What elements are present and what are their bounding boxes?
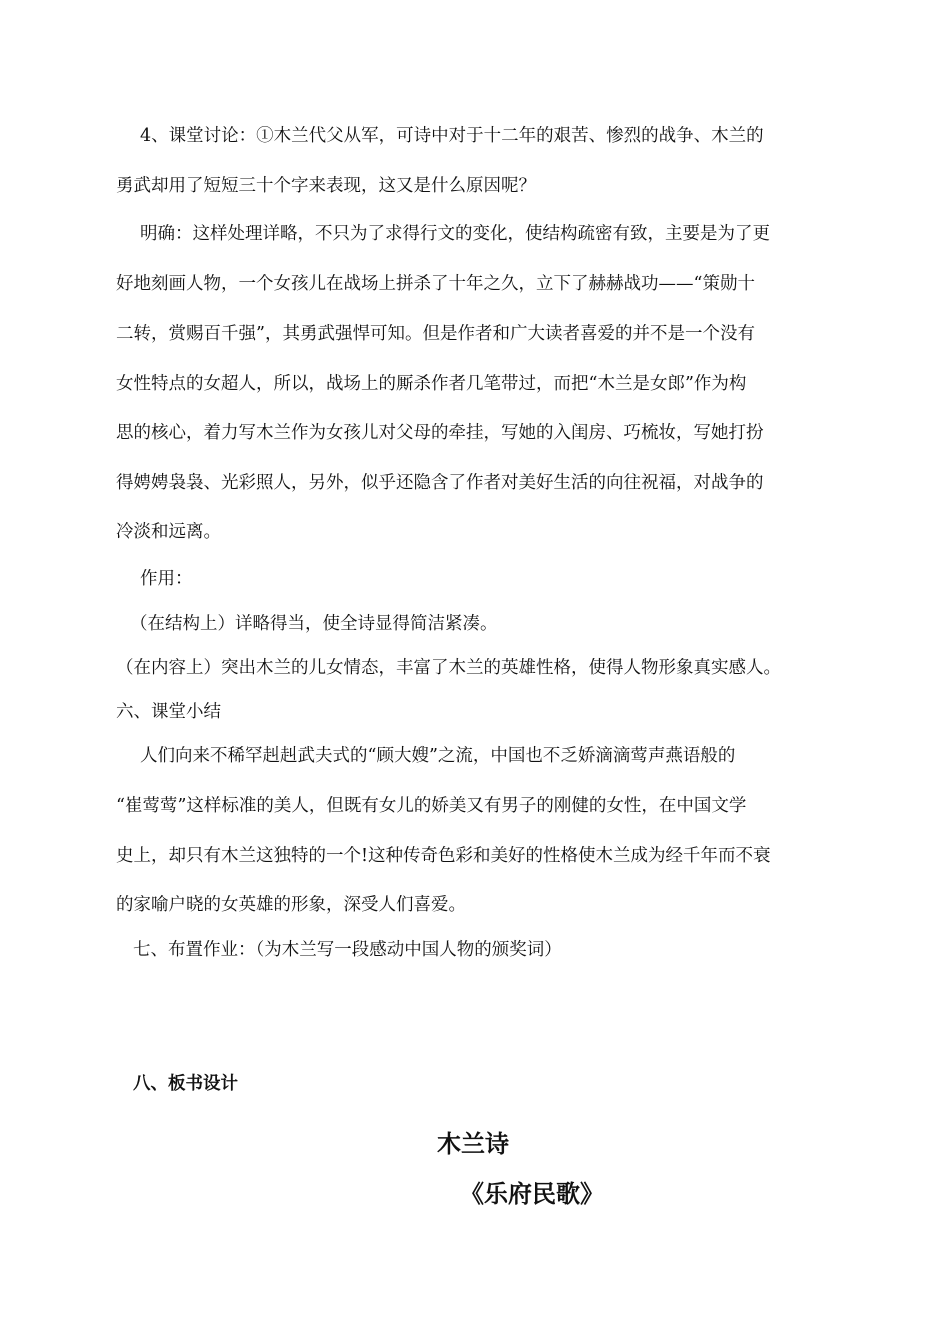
- summary-line-1: 人们向来不稀罕赳赳武夫式的“顾大嫂”之流，中国也不乏娇滴滴莺声燕语般的: [140, 746, 736, 766]
- answer-line-6: 得娉娉袅袅、光彩照人，另外，似乎还隐含了作者对美好生活的向往祝福，对战争的: [116, 473, 764, 493]
- effect-content: （在内容上）突出木兰的儿女情态，丰富了木兰的英雄性格，使得人物形象真实感人。: [116, 658, 781, 678]
- board-design-heading: 八、板书设计: [133, 1074, 238, 1094]
- discussion-question-line-2: 勇武却用了短短三十个字来表现，这又是什么原因呢？: [116, 176, 536, 196]
- summary-line-4: 的家喻户晓的女英雄的形象，深受人们喜爱。: [116, 895, 466, 915]
- answer-line-4: 女性特点的女超人，所以，战场上的厮杀作者几笔带过，而把“木兰是女郎”作为构: [116, 374, 747, 394]
- answer-line-5: 思的核心，着力写木兰作为女孩儿对父母的牵挂，写她的入闺房、巧梳妆，写她打扮: [116, 423, 764, 443]
- summary-heading: 六、课堂小结: [116, 702, 221, 722]
- poem-subtitle: 《乐府民歌》: [460, 1180, 604, 1208]
- answer-line-7: 冷淡和远离。: [116, 522, 221, 542]
- summary-line-2: “崔莺莺”这样标准的美人，但既有女儿的娇美又有男子的刚健的女性，在中国文学: [116, 796, 747, 816]
- homework-line: 七、布置作业：（为木兰写一段感动中国人物的颁奖词）: [133, 940, 562, 960]
- poem-title: 木兰诗: [437, 1130, 509, 1158]
- answer-line-1: 明确：这样处理详略，不只为了求得行文的变化，使结构疏密有致，主要是为了更: [140, 224, 770, 244]
- answer-line-3: 二转，赏赐百千强”，其勇武强悍可知。但是作者和广大读者喜爱的并不是一个没有: [116, 324, 755, 344]
- discussion-question-line-1: 4、课堂讨论：①木兰代父从军，可诗中对于十二年的艰苦、惨烈的战争、木兰的: [140, 126, 764, 146]
- answer-line-2: 好地刻画人物，一个女孩儿在战场上拼杀了十年之久，立下了赫赫战功——“策勋十: [116, 274, 755, 294]
- effect-structure: （在结构上）详略得当，使全诗显得简洁紧凑。: [130, 614, 498, 634]
- summary-line-3: 史上，却只有木兰这独特的一个!这种传奇色彩和美好的性格使木兰成为经千年而不衰: [116, 846, 771, 866]
- effect-label: 作用：: [140, 569, 193, 589]
